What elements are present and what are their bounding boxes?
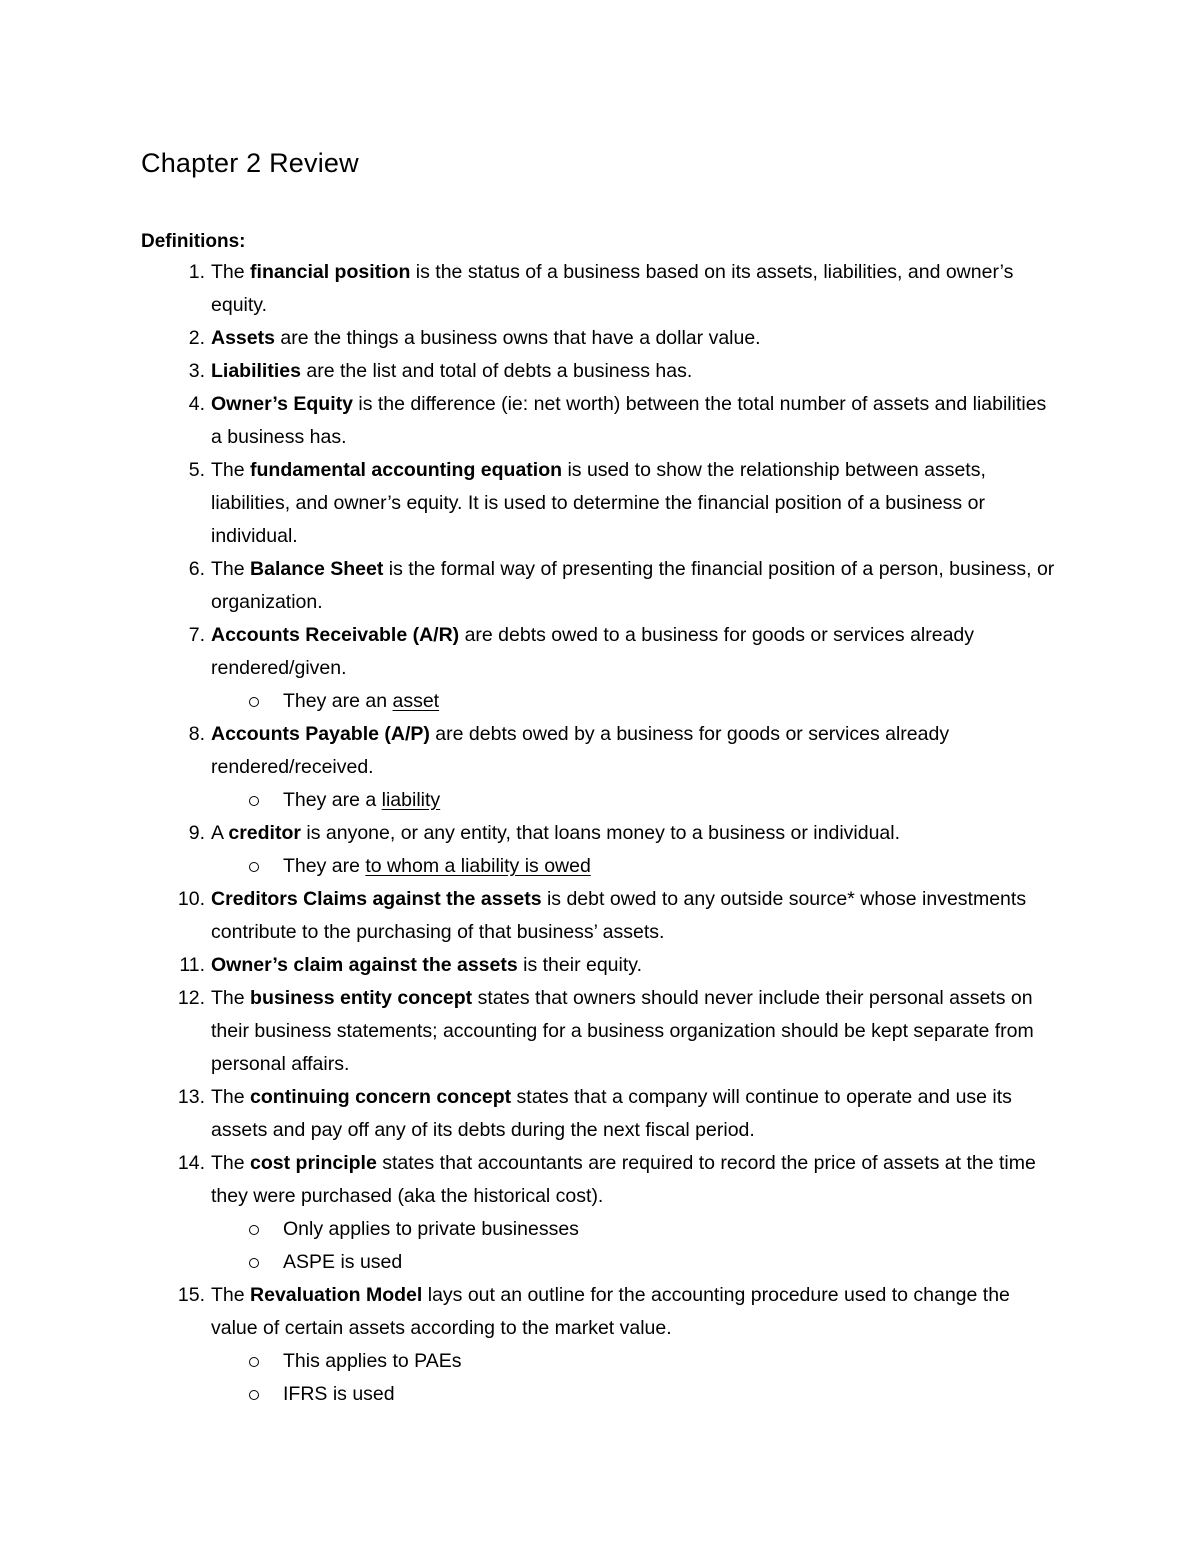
definition-body: states that owners should never include their personal assets on their business statements; accounting for a business organization should be kept separate from personal affairs. bbox=[211, 987, 1034, 1075]
definition-term: Accounts Receivable (A/R) bbox=[211, 624, 460, 646]
definition-body: are the things a business owns that have a dollar value. bbox=[274, 327, 761, 349]
sub-bullet-item bbox=[211, 850, 1061, 883]
definition-text bbox=[211, 322, 1061, 355]
definition-text bbox=[211, 982, 1061, 1081]
definition-item bbox=[141, 454, 1061, 553]
definition-text bbox=[211, 1081, 1061, 1147]
definition-item bbox=[141, 619, 1061, 718]
definition-term: cost principle bbox=[250, 1152, 377, 1174]
circle-bullet-icon bbox=[249, 862, 259, 872]
page-title: Chapter 2 Review bbox=[141, 148, 359, 178]
definition-term: Assets bbox=[211, 327, 275, 349]
definition-prefix: A bbox=[211, 822, 229, 844]
definition-item bbox=[141, 1147, 1061, 1279]
item-number: 1. bbox=[188, 261, 205, 283]
definition-text bbox=[211, 553, 1061, 619]
definition-item bbox=[141, 256, 1061, 322]
item-number: 10. bbox=[177, 888, 205, 910]
definition-prefix: The bbox=[211, 459, 251, 481]
circle-bullet-icon bbox=[249, 1357, 259, 1367]
definition-prefix: The bbox=[211, 261, 251, 283]
item-number: 13. bbox=[177, 1086, 205, 1108]
definition-prefix: The bbox=[211, 987, 251, 1009]
item-number: 2. bbox=[188, 327, 205, 349]
definition-text bbox=[211, 388, 1061, 454]
definition-body: is the difference (ie: net worth) between the total number of assets and liabilities a business has. bbox=[211, 393, 1047, 448]
definition-text bbox=[211, 949, 1061, 982]
item-number: 4. bbox=[188, 393, 205, 415]
definition-body: is the formal way of presenting the financial position of a person, business, or organization. bbox=[211, 558, 1055, 613]
definition-term: Accounts Payable (A/P) bbox=[211, 723, 430, 745]
definition-item bbox=[141, 322, 1061, 355]
item-number: 3. bbox=[188, 360, 205, 382]
definitions-heading: Definitions: bbox=[141, 231, 246, 252]
definition-body: are the list and total of debts a business has. bbox=[300, 360, 693, 382]
definition-item bbox=[141, 553, 1061, 619]
definition-text bbox=[211, 1147, 1061, 1213]
definition-item bbox=[141, 949, 1061, 982]
definition-body: lays out an outline for the accounting procedure used to change the value of certain assets according to the market value. bbox=[211, 1284, 1010, 1339]
definition-term: Owner’s Equity bbox=[211, 393, 353, 415]
definition-term: Owner’s claim against the assets bbox=[211, 954, 518, 976]
item-number: 12. bbox=[177, 987, 205, 1009]
definition-text bbox=[211, 454, 1061, 553]
definition-item bbox=[141, 355, 1061, 388]
item-number: 8. bbox=[188, 723, 205, 745]
underlined-text: liability bbox=[381, 789, 441, 811]
definition-term: creditor bbox=[228, 822, 301, 844]
circle-bullet-icon bbox=[249, 1258, 259, 1268]
underlined-text: to whom a liability is owed bbox=[365, 855, 591, 877]
item-number: 5. bbox=[188, 459, 205, 481]
sub-bullet-list bbox=[211, 1345, 1061, 1411]
sub-bullet-text: IFRS is used bbox=[283, 1383, 395, 1405]
definition-text bbox=[211, 1279, 1061, 1345]
definition-item bbox=[141, 388, 1061, 454]
definition-text bbox=[211, 883, 1061, 949]
circle-bullet-icon bbox=[249, 1225, 259, 1235]
circle-bullet-icon bbox=[249, 1390, 259, 1400]
circle-bullet-icon bbox=[249, 796, 259, 806]
definition-item bbox=[141, 982, 1061, 1081]
sub-bullet-list bbox=[211, 784, 1061, 817]
sub-bullet-text: They are a bbox=[283, 789, 382, 811]
definition-prefix: The bbox=[211, 1152, 251, 1174]
definition-term: Balance Sheet bbox=[250, 558, 384, 580]
definition-body: is used to show the relationship between assets, liabilities, and owner’s equity. It is used to determine the financial position of a business or individual. bbox=[211, 459, 986, 547]
item-number: 15. bbox=[177, 1284, 205, 1306]
definition-body: is debt owed to any outside source* whose investments contribute to the purchasing of that business’ assets. bbox=[211, 888, 1027, 943]
sub-bullet-text: ASPE is used bbox=[283, 1251, 403, 1273]
definition-item bbox=[141, 1279, 1061, 1411]
item-number: 11. bbox=[179, 954, 205, 976]
sub-bullet-item bbox=[211, 685, 1061, 718]
underlined-text: asset bbox=[392, 690, 440, 712]
definition-item bbox=[141, 883, 1061, 949]
sub-bullet-item bbox=[211, 784, 1061, 817]
definition-body: is their equity. bbox=[517, 954, 642, 976]
definition-text bbox=[211, 718, 1061, 784]
sub-bullet-item bbox=[211, 1378, 1061, 1411]
definitions-list bbox=[141, 256, 1061, 1411]
definition-term: financial position bbox=[250, 261, 411, 283]
sub-bullet-text: They are an bbox=[283, 690, 393, 712]
sub-bullet-list bbox=[211, 685, 1061, 718]
sub-bullet-item bbox=[211, 1213, 1061, 1246]
definition-body: is anyone, or any entity, that loans money to a business or individual. bbox=[300, 822, 901, 844]
definition-term: Creditors Claims against the assets bbox=[211, 888, 542, 910]
definition-term: Revaluation Model bbox=[250, 1284, 423, 1306]
definition-text bbox=[211, 619, 1061, 685]
item-number: 14. bbox=[177, 1152, 205, 1174]
definition-text bbox=[211, 817, 1061, 850]
definition-term: continuing concern concept bbox=[250, 1086, 512, 1108]
sub-bullet-item bbox=[211, 1345, 1061, 1378]
item-number: 6. bbox=[188, 558, 205, 580]
definition-term: fundamental accounting equation bbox=[250, 459, 563, 481]
definition-prefix: The bbox=[211, 1284, 251, 1306]
definition-item bbox=[141, 718, 1061, 817]
item-number: 7. bbox=[188, 624, 205, 646]
circle-bullet-icon bbox=[249, 697, 259, 707]
definition-body: is the status of a business based on its assets, liabilities, and owner’s equity. bbox=[211, 261, 1014, 316]
definition-prefix: The bbox=[211, 558, 251, 580]
definition-text bbox=[211, 256, 1061, 322]
sub-bullet-list bbox=[211, 1213, 1061, 1279]
sub-bullet-item bbox=[211, 1246, 1061, 1279]
sub-bullet-text: They are bbox=[283, 855, 366, 877]
definition-item bbox=[141, 817, 1061, 883]
sub-bullet-text: Only applies to private businesses bbox=[283, 1218, 579, 1240]
definition-item bbox=[141, 1081, 1061, 1147]
item-number: 9. bbox=[188, 822, 205, 844]
definition-body: states that a company will continue to operate and use its assets and pay off any of its debts during the next fiscal period. bbox=[211, 1086, 1012, 1141]
definition-term: Liabilities bbox=[211, 360, 301, 382]
definition-body: are debts owed by a business for goods or services already rendered/received. bbox=[211, 723, 950, 778]
definition-body: states that accountants are required to record the price of assets at the time they were purchased (aka the historical cost). bbox=[211, 1152, 1036, 1207]
definition-prefix: The bbox=[211, 1086, 251, 1108]
definition-body: are debts owed to a business for goods or services already rendered/given. bbox=[211, 624, 975, 679]
definition-text bbox=[211, 355, 1061, 388]
sub-bullet-list bbox=[211, 850, 1061, 883]
sub-bullet-text: This applies to PAEs bbox=[283, 1350, 462, 1372]
definition-term: business entity concept bbox=[250, 987, 473, 1009]
